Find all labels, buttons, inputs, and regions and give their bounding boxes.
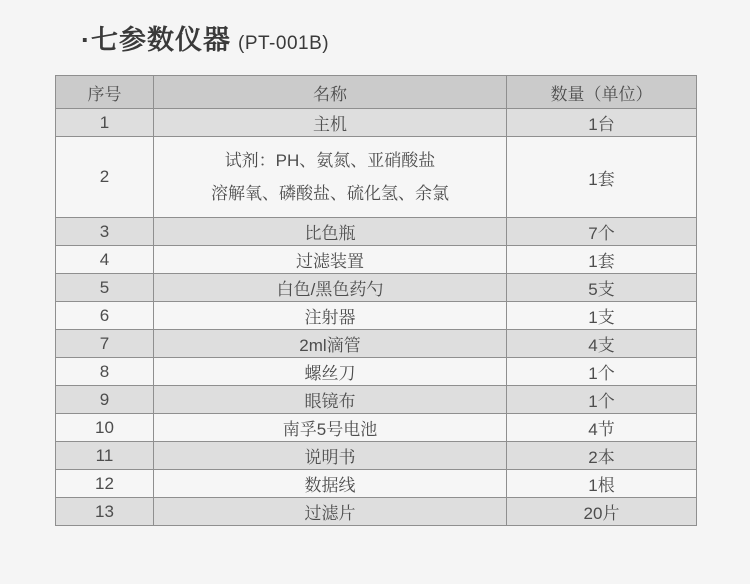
cell-name: 过滤装置 (154, 246, 507, 274)
table-row (56, 246, 697, 274)
table-header-row (56, 76, 697, 109)
cell-no: 2 (56, 137, 154, 218)
cell-qty: 1支 (507, 302, 697, 330)
reagent-line-2: 溶解氧、磷酸盐、硫化氢、余氯 (211, 184, 449, 203)
table-row (56, 302, 697, 330)
cell-name: 白色/黑色药勺 (154, 274, 507, 302)
header-qty: 数量（单位） (507, 76, 697, 109)
cell-qty: 20片 (507, 498, 697, 526)
reagent-list (154, 144, 506, 210)
cell-no: 5 (56, 274, 154, 302)
cell-name: 过滤片 (154, 498, 507, 526)
cell-qty: 5支 (507, 274, 697, 302)
cell-qty: 1套 (507, 246, 697, 274)
cell-name: 数据线 (154, 470, 507, 498)
cell-no: 11 (56, 442, 154, 470)
cell-name: 2ml滴管 (154, 330, 507, 358)
cell-name: 比色瓶 (154, 218, 507, 246)
cell-no: 3 (56, 218, 154, 246)
table-row (56, 358, 697, 386)
table-row (56, 218, 697, 246)
cell-no: 8 (56, 358, 154, 386)
cell-name: 南孚5号电池 (154, 414, 507, 442)
cell-no: 7 (56, 330, 154, 358)
cell-no: 6 (56, 302, 154, 330)
reagent-line-1: 试剂：PH、氨氮、亚硝酸盐 (224, 151, 436, 170)
cell-no: 12 (56, 470, 154, 498)
cell-no: 10 (56, 414, 154, 442)
cell-qty: 1个 (507, 386, 697, 414)
header-name: 名称 (154, 76, 507, 109)
cell-name: 眼镜布 (154, 386, 507, 414)
product-title: ·七参数仪器 (81, 25, 231, 55)
cell-name: 注射器 (154, 302, 507, 330)
product-model-code: (PT-001B) (238, 33, 330, 54)
cell-no: 9 (56, 386, 154, 414)
cell-qty: 4支 (507, 330, 697, 358)
cell-no: 1 (56, 109, 154, 137)
cell-name (154, 137, 507, 218)
table-row (56, 386, 697, 414)
table-row (56, 442, 697, 470)
table-row (56, 274, 697, 302)
cell-name: 说明书 (154, 442, 507, 470)
cell-qty: 1个 (507, 358, 697, 386)
table-row (56, 137, 697, 218)
cell-qty: 1根 (507, 470, 697, 498)
header-no: 序号 (56, 76, 154, 109)
cell-no: 13 (56, 498, 154, 526)
cell-qty: 1台 (507, 109, 697, 137)
table-row (56, 470, 697, 498)
parts-list-table (55, 75, 697, 526)
table-row (56, 498, 697, 526)
cell-qty: 2本 (507, 442, 697, 470)
table-row (56, 330, 697, 358)
cell-qty: 7个 (507, 218, 697, 246)
cell-no: 4 (56, 246, 154, 274)
cell-name: 螺丝刀 (154, 358, 507, 386)
table-row (56, 109, 697, 137)
cell-name: 主机 (154, 109, 507, 137)
page-title (81, 18, 329, 57)
table-row (56, 414, 697, 442)
cell-qty: 4节 (507, 414, 697, 442)
cell-qty: 1套 (507, 137, 697, 218)
